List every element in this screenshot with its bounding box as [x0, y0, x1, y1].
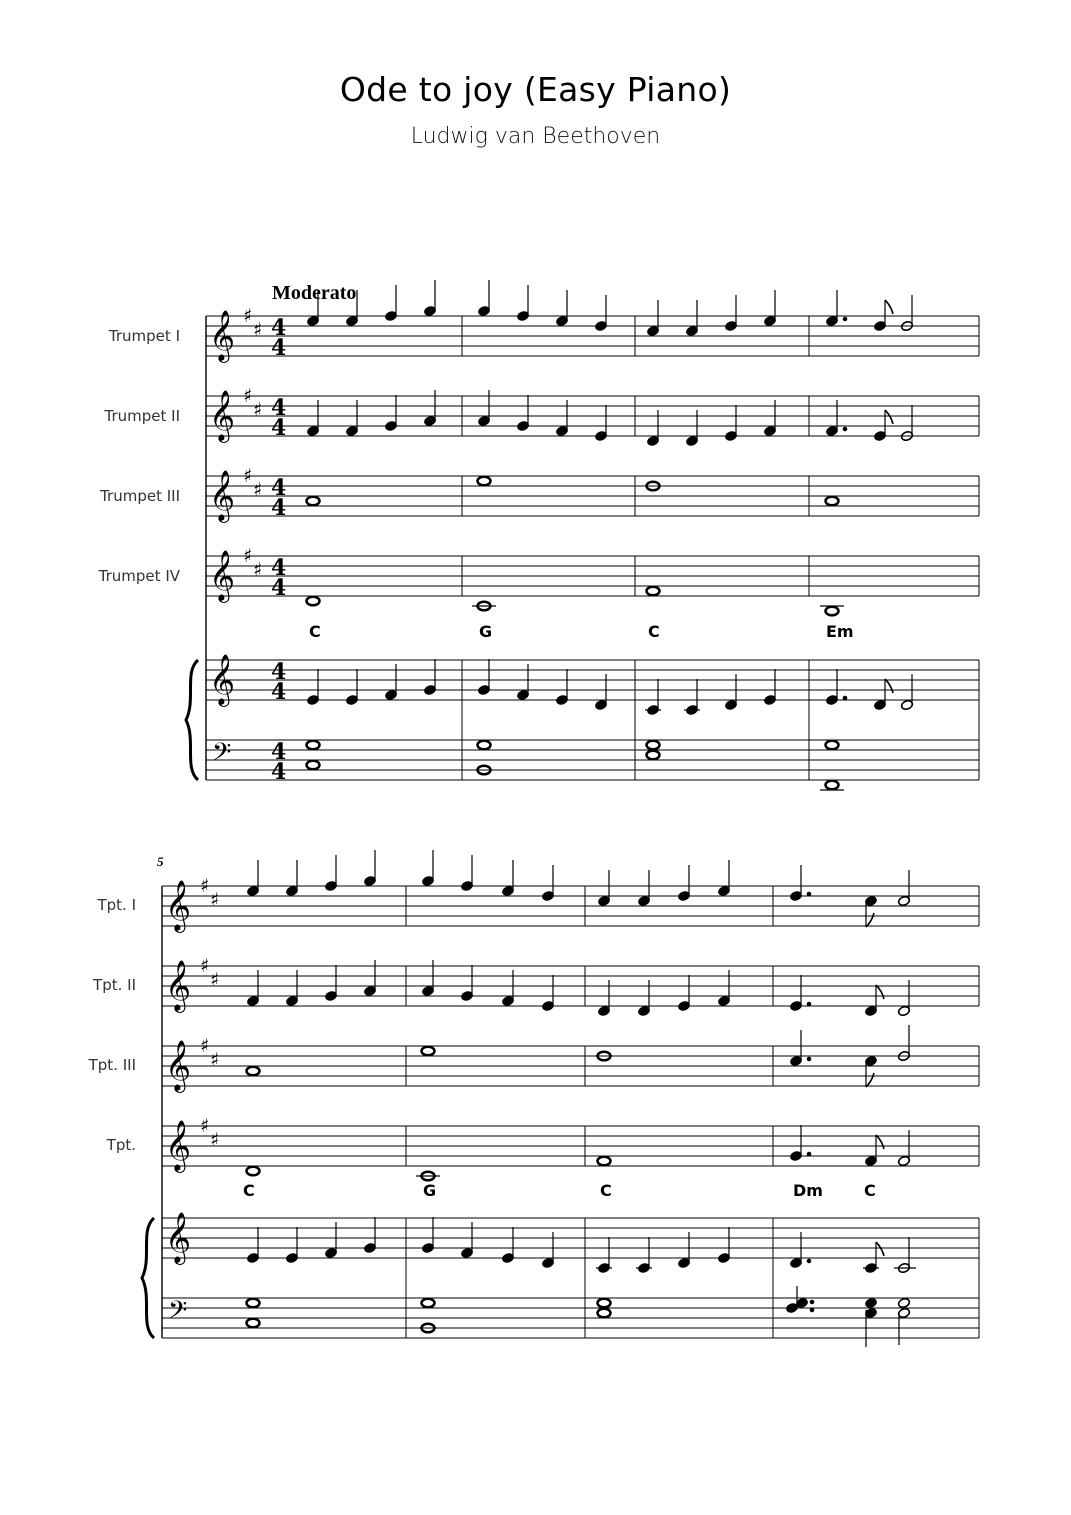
treble-clef-icon: 𝄞: [209, 654, 236, 705]
chord-symbol: C: [243, 1181, 255, 1200]
svg-text:♯: ♯: [243, 305, 253, 327]
notes-piano-treble: [306, 659, 913, 716]
staff-trumpet-2: [206, 396, 979, 436]
treble-clef-icon: 𝄞: [209, 470, 236, 521]
staff-piano-bass: [162, 1298, 979, 1338]
chord-symbol: Dm: [793, 1181, 823, 1200]
treble-clef-icon: 𝄞: [209, 390, 236, 441]
svg-text:♯: ♯: [243, 385, 253, 407]
staff-label-trumpet-4: Trumpet IV: [98, 567, 180, 585]
svg-text:♯: ♯: [210, 1049, 220, 1071]
svg-text:4: 4: [271, 475, 287, 501]
chord-symbol: Em: [826, 622, 854, 641]
bass-clef-icon: 𝄢: [168, 1296, 188, 1331]
staff-piano-treble: [162, 1218, 979, 1338]
svg-text:♯: ♯: [200, 875, 210, 897]
treble-clef-icon: 𝄞: [165, 1040, 192, 1091]
measure-number: 5: [157, 854, 164, 869]
chord-symbol: C: [864, 1181, 876, 1200]
notes-trumpet-4: [247, 1125, 911, 1180]
staff-label-trumpet-3: Trumpet III: [100, 487, 180, 505]
svg-text:♯: ♯: [210, 969, 220, 991]
staff-trumpet-3: [162, 1046, 979, 1086]
system-1: [98, 280, 979, 790]
chord-symbol: C: [600, 1181, 612, 1200]
svg-text:♯: ♯: [253, 479, 263, 501]
svg-text:♯: ♯: [243, 465, 253, 487]
svg-text:♯: ♯: [253, 559, 263, 581]
staff-trumpet-4: [206, 556, 979, 596]
svg-text:♯: ♯: [253, 319, 263, 341]
staff-trumpet-2: [162, 966, 979, 1006]
notes-trumpet-1: [306, 280, 913, 337]
staff-trumpet-1: [206, 316, 979, 356]
notes-trumpet-3: [307, 477, 839, 506]
treble-clef-icon: 𝄞: [165, 960, 192, 1011]
staff-piano-treble: [206, 660, 979, 780]
composer-name: Ludwig van Beethoven: [410, 124, 661, 149]
staff-label-trumpet-2: Tpt. II: [93, 976, 136, 994]
svg-text:♯: ♯: [243, 545, 253, 567]
svg-text:4: 4: [271, 575, 287, 601]
notes-trumpet-2: [306, 390, 913, 447]
system-2: [88, 850, 979, 1347]
svg-text:♯: ♯: [200, 1035, 210, 1057]
svg-text:4: 4: [271, 315, 287, 341]
staff-label-trumpet-4: Tpt.: [106, 1136, 136, 1154]
svg-text:♯: ♯: [210, 1129, 220, 1151]
staff-trumpet-3: [206, 476, 979, 516]
treble-clef-icon: 𝄞: [209, 550, 236, 601]
svg-text:4: 4: [271, 335, 287, 361]
staff-trumpet-4: [162, 1126, 979, 1166]
staff-label-trumpet-2: Trumpet II: [104, 407, 180, 425]
staff-trumpet-1: [162, 886, 979, 926]
staff-label-trumpet-3: Tpt. III: [88, 1056, 136, 1074]
notes-piano-treble: [246, 1217, 916, 1274]
svg-text:4: 4: [271, 555, 287, 581]
svg-text:♯: ♯: [253, 399, 263, 421]
time-signature: [271, 315, 286, 785]
piano-brace: [142, 1218, 154, 1338]
svg-text:4: 4: [271, 659, 287, 685]
treble-clef-icon: 𝄞: [165, 1120, 192, 1171]
treble-clef-icon: 𝄞: [165, 880, 192, 931]
svg-text:♯: ♯: [200, 955, 210, 977]
svg-text:4: 4: [271, 739, 287, 765]
chord-symbol: G: [423, 1181, 437, 1200]
tempo-marking: Moderato: [272, 282, 357, 304]
treble-clef-icon: 𝄞: [209, 310, 236, 361]
svg-text:4: 4: [271, 679, 287, 705]
staff-piano-bass: [206, 740, 979, 780]
notes-trumpet-4: [307, 587, 845, 616]
notes-piano-bass: [307, 741, 845, 790]
staff-label-trumpet-1: Tpt. I: [97, 896, 136, 914]
svg-text:♯: ♯: [210, 889, 220, 911]
notes-trumpet-2: [246, 960, 910, 1017]
chord-symbol: C: [309, 622, 321, 641]
piano-brace: [186, 660, 198, 780]
svg-text:♯: ♯: [200, 1115, 210, 1137]
chord-symbol: C: [648, 622, 660, 641]
staff-label-trumpet-1: Trumpet I: [108, 327, 180, 345]
chord-symbol: G: [479, 622, 493, 641]
svg-text:4: 4: [271, 495, 287, 521]
score-title: Ode to joy (Easy Piano): [339, 70, 732, 109]
svg-text:4: 4: [271, 759, 287, 785]
bass-clef-icon: 𝄢: [212, 738, 232, 773]
treble-clef-icon: 𝄞: [165, 1212, 192, 1263]
svg-text:4: 4: [271, 415, 287, 441]
notes-trumpet-1: [246, 850, 910, 927]
svg-text:4: 4: [271, 395, 287, 421]
